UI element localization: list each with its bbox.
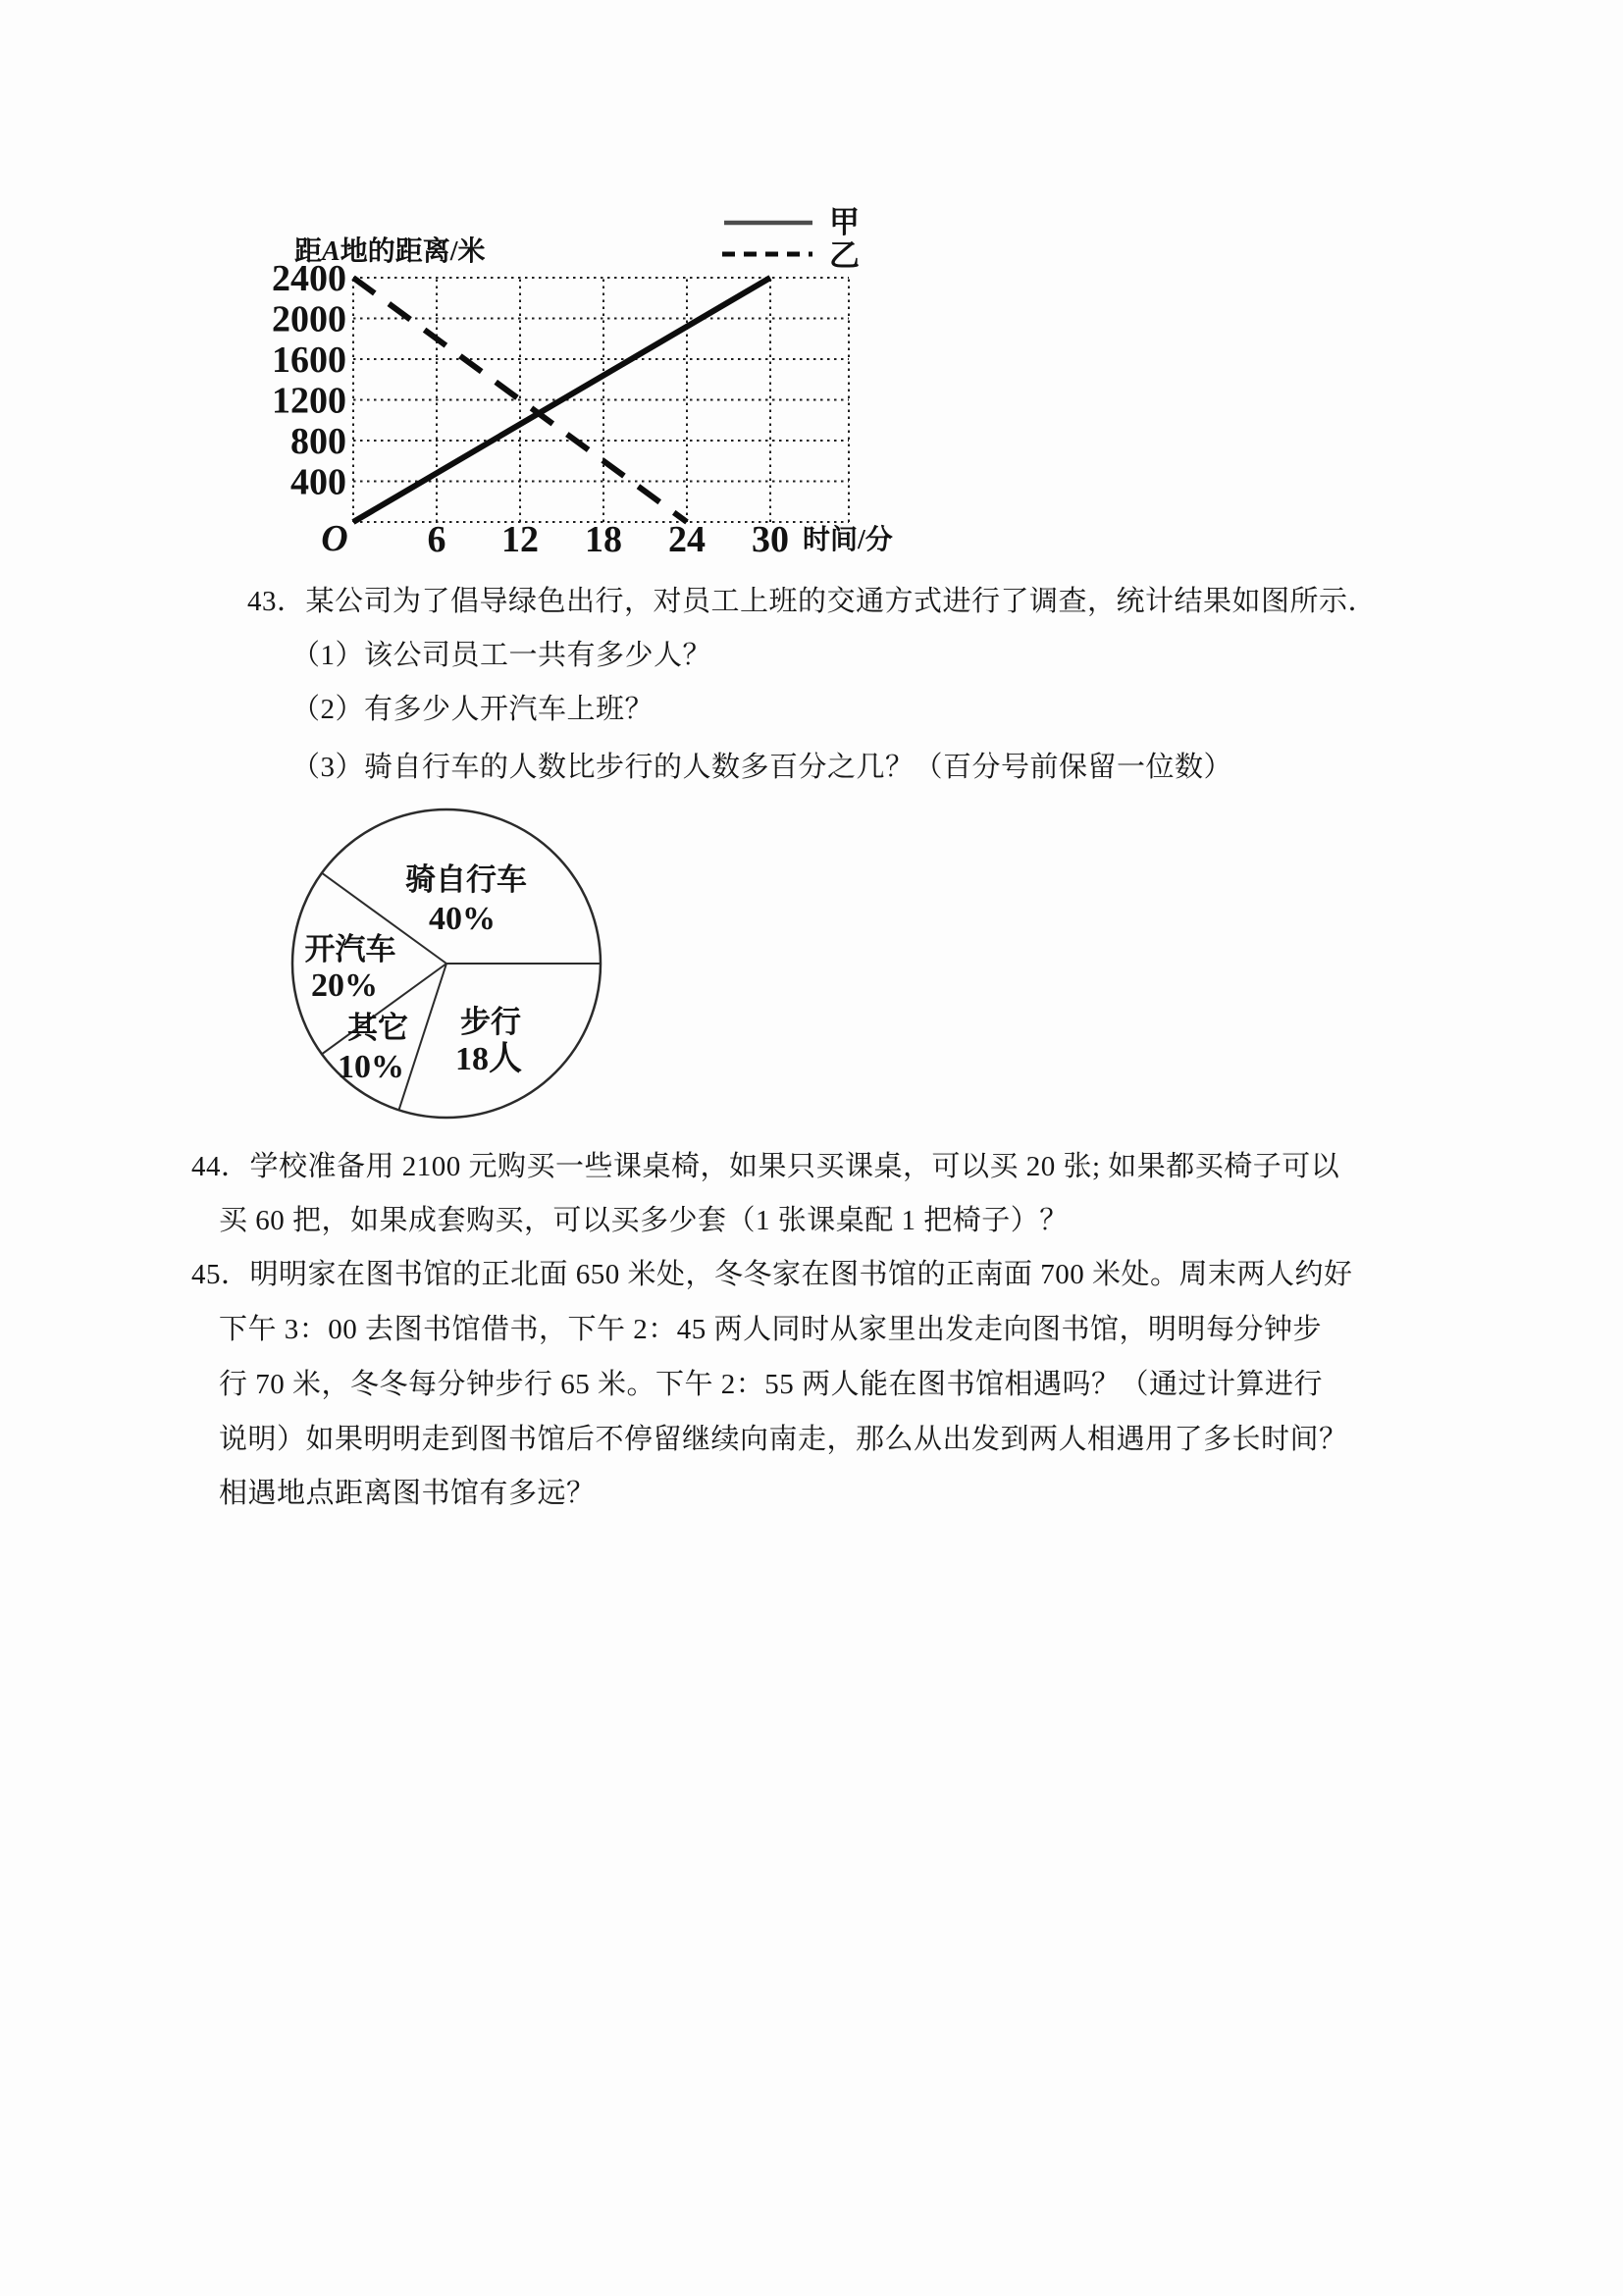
- pie-slice-label: 开汽车: [304, 932, 396, 966]
- x-axis-label: 时间/分: [803, 525, 893, 555]
- legend-label-jia: 甲: [829, 205, 860, 239]
- pie-slice-value: 40%: [429, 901, 496, 937]
- pie-slice-label: 其它: [347, 1011, 408, 1045]
- question-43-statement: 43．某公司为了倡导绿色出行，对员工上班的交通方式进行了调查，统计结果如图所示．: [247, 586, 1378, 617]
- question-44-line-2: 买 60 把，如果成套购买，可以买多少套（1 张课桌配 1 把椅子）？: [219, 1205, 1069, 1236]
- legend-label-yi: 乙: [829, 238, 860, 273]
- x-tick-label: 24: [668, 519, 706, 560]
- y-tick-label: 2000: [272, 298, 346, 340]
- pie-slice-label: 骑自行车: [405, 862, 527, 897]
- distance-time-line-chart: [224, 126, 930, 587]
- y-tick-label: 1600: [272, 339, 346, 381]
- x-tick-label: 30: [752, 519, 789, 560]
- pie-slice-value: 20%: [311, 967, 378, 1004]
- y-tick-label: 1200: [272, 380, 346, 422]
- y-tick-label: 800: [290, 421, 346, 462]
- pie-slice-value: 18人: [455, 1041, 522, 1077]
- pie-slice-label: 步行: [460, 1005, 521, 1039]
- y-tick-label: 400: [290, 461, 346, 503]
- question-43-sub-2: （2）有多少人开汽车上班？: [291, 694, 654, 725]
- y-axis-label: 距A地的距离/米: [294, 236, 486, 267]
- x-tick-label: 18: [585, 519, 622, 560]
- question-45-line-1: 45．明明家在图书馆的正北面 650 米处，冬冬家在图书馆的正南面 700 米处。周末两人约好: [191, 1259, 1353, 1290]
- question-43-sub-3: （3）骑自行车的人数比步行的人数多百分之几？（百分号前保留一位数）: [291, 752, 1233, 783]
- commute-pie-chart: [285, 800, 618, 1133]
- question-45-line-2: 下午 3：00 去图书馆借书，下午 2：45 两人同时从家里出发走向图书馆，明明每分钟步: [219, 1314, 1323, 1345]
- question-45-line-3: 行 70 米，冬冬每分钟步行 65 米。下午 2：55 两人能在图书馆相遇吗？（通过计算进行: [219, 1369, 1324, 1400]
- pie-slice-value: 10%: [338, 1049, 404, 1085]
- y-tick-label: 2400: [272, 258, 346, 299]
- question-45-line-5: 相遇地点距离图书馆有多远？: [219, 1478, 596, 1509]
- origin-label: O: [321, 518, 348, 559]
- x-tick-label: 6: [427, 519, 446, 560]
- question-44-line-1: 44．学校准备用 2100 元购买一些课桌椅，如果只买课桌，可以买 20 张; 如果都买椅子可以: [191, 1151, 1340, 1182]
- x-tick-label: 12: [501, 519, 539, 560]
- question-45-line-4: 说明）如果明明走到图书馆后不停留继续向南走，那么从出发到两人相遇用了多长时间？: [219, 1424, 1348, 1455]
- question-43-sub-1: （1）该公司员工一共有多少人？: [291, 640, 712, 671]
